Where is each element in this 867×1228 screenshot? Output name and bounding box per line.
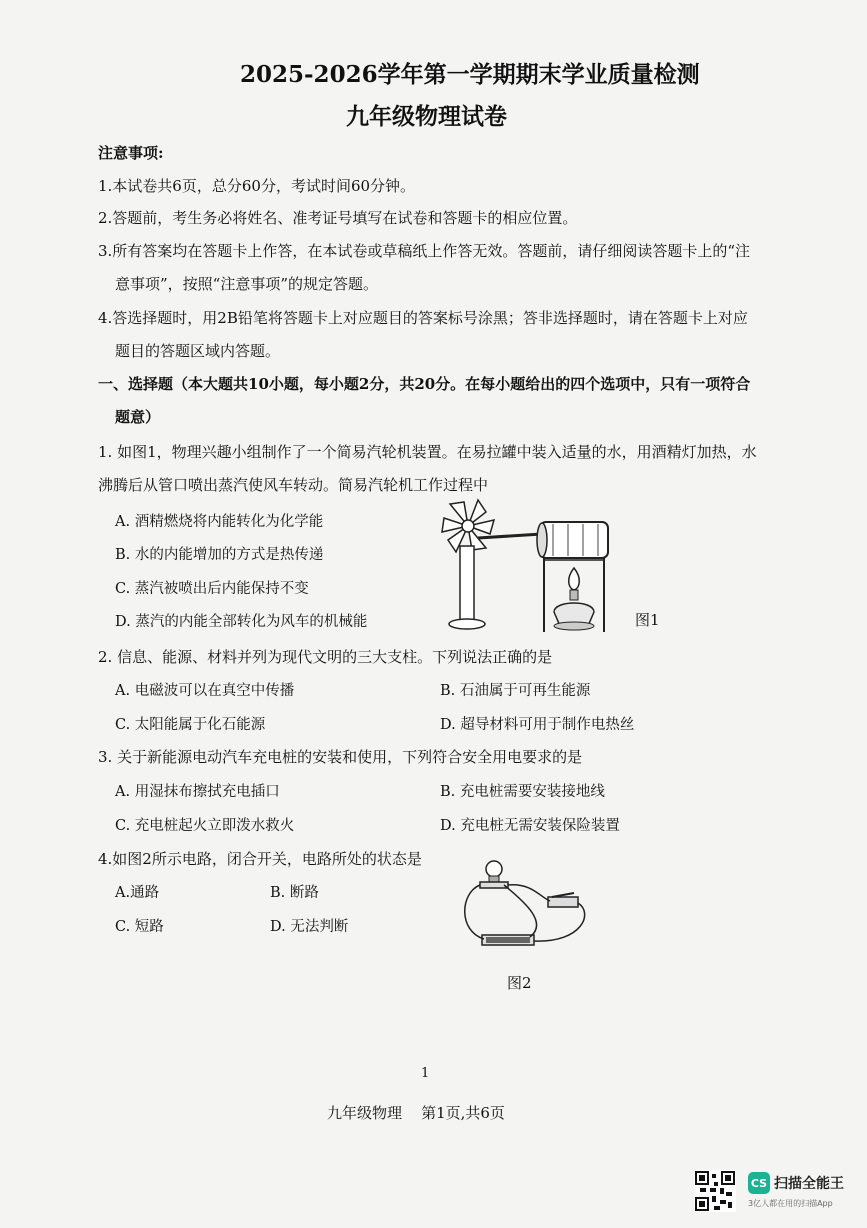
section-heading-cont: 题意） [115, 408, 161, 426]
q4-option-d: D. 无法判断 [270, 919, 349, 935]
q3-option-a: A. 用湿抹布擦拭充电插口 [115, 784, 280, 800]
scanner-tagline: 3亿人都在用的扫描App [748, 1199, 833, 1208]
figure-2-circuit [456, 853, 596, 953]
section-heading: 一、选择题（本大题共10小题，每小题2分，共20分。在每小题给出的四个选项中，只有一项符合 [98, 375, 751, 393]
q2-option-b: B. 石油属于可再生能源 [440, 683, 591, 699]
notice-item-3: 3.所有答案均在答题卡上作答，在本试卷或草稿纸上作答无效。答题前，请仔细阅读答题卡上的“注 [98, 242, 750, 260]
q3-option-c: C. 充电桩起火立即泼水救火 [115, 818, 295, 834]
q1-stem: 1. 如图1，物理兴趣小组制作了一个简易汽轮机装置。在易拉罐中装入适量的水，用酒精灯加热，水 [98, 443, 757, 461]
scanner-brand: 扫描全能王 [774, 1176, 844, 1192]
exam-subtitle: 九年级物理试卷 [346, 103, 507, 130]
q2-stem: 2. 信息、能源、材料并列为现代文明的三大支柱。下列说法正确的是 [98, 648, 553, 666]
figure-1-label: 图1 [635, 611, 660, 629]
q1-option-c: C. 蒸汽被喷出后内能保持不变 [115, 581, 309, 597]
q1-stem-cont: 沸腾后从管口喷出蒸汽使风车转动。简易汽轮机工作过程中 [98, 476, 489, 494]
qr-code-icon [694, 1170, 736, 1212]
notice-item-1: 1.本试卷共6页，总分60分，考试时间60分钟。 [98, 177, 416, 195]
q4-stem: 4.如图2所示电路，闭合开关，电路所处的状态是 [98, 850, 422, 868]
page-number: 1 [421, 1066, 430, 1081]
q2-option-a: A. 电磁波可以在真空中传播 [115, 683, 295, 699]
page-info: 九年级物理 第1页,共6页 [327, 1104, 505, 1122]
camscanner-logo-icon: CS [748, 1172, 770, 1194]
notice-heading: 注意事项: [98, 144, 164, 162]
q4-option-c: C. 短路 [115, 919, 164, 935]
q4-option-b: B. 断路 [270, 885, 319, 901]
notice-item-3-cont: 意事项”，按照“注意事项”的规定答题。 [115, 275, 379, 293]
q2-option-d: D. 超导材料可用于制作电热丝 [440, 717, 635, 733]
q2-option-c: C. 太阳能属于化石能源 [115, 717, 266, 733]
notice-item-4: 4.答选择题时，用2B铅笔将答题卡上对应题目的答案标号涂黑；答非选择题时，请在答题卡上对应 [98, 309, 748, 327]
q1-option-b: B. 水的内能增加的方式是热传递 [115, 547, 324, 563]
q4-option-a: A.通路 [115, 885, 160, 901]
figure-1-steam-turbine [438, 496, 618, 638]
notice-item-4-cont: 题目的答题区域内答题。 [115, 342, 281, 360]
q1-option-d: D. 蒸汽的内能全部转化为风车的机械能 [115, 614, 368, 630]
figure-2-label: 图2 [507, 974, 532, 992]
q3-option-b: B. 充电桩需要安装接地线 [440, 784, 605, 800]
exam-title: 2025-2026学年第一学期期末学业质量检测 [240, 61, 700, 88]
q1-option-a: A. 酒精燃烧将内能转化为化学能 [115, 514, 324, 530]
notice-item-2: 2.答题前，考生务必将姓名、准考证号填写在试卷和答题卡的相应位置。 [98, 209, 578, 227]
q3-option-d: D. 充电桩无需安装保险装置 [440, 818, 620, 834]
q3-stem: 3. 关于新能源电动汽车充电桩的安装和使用，下列符合安全用电要求的是 [98, 748, 583, 766]
